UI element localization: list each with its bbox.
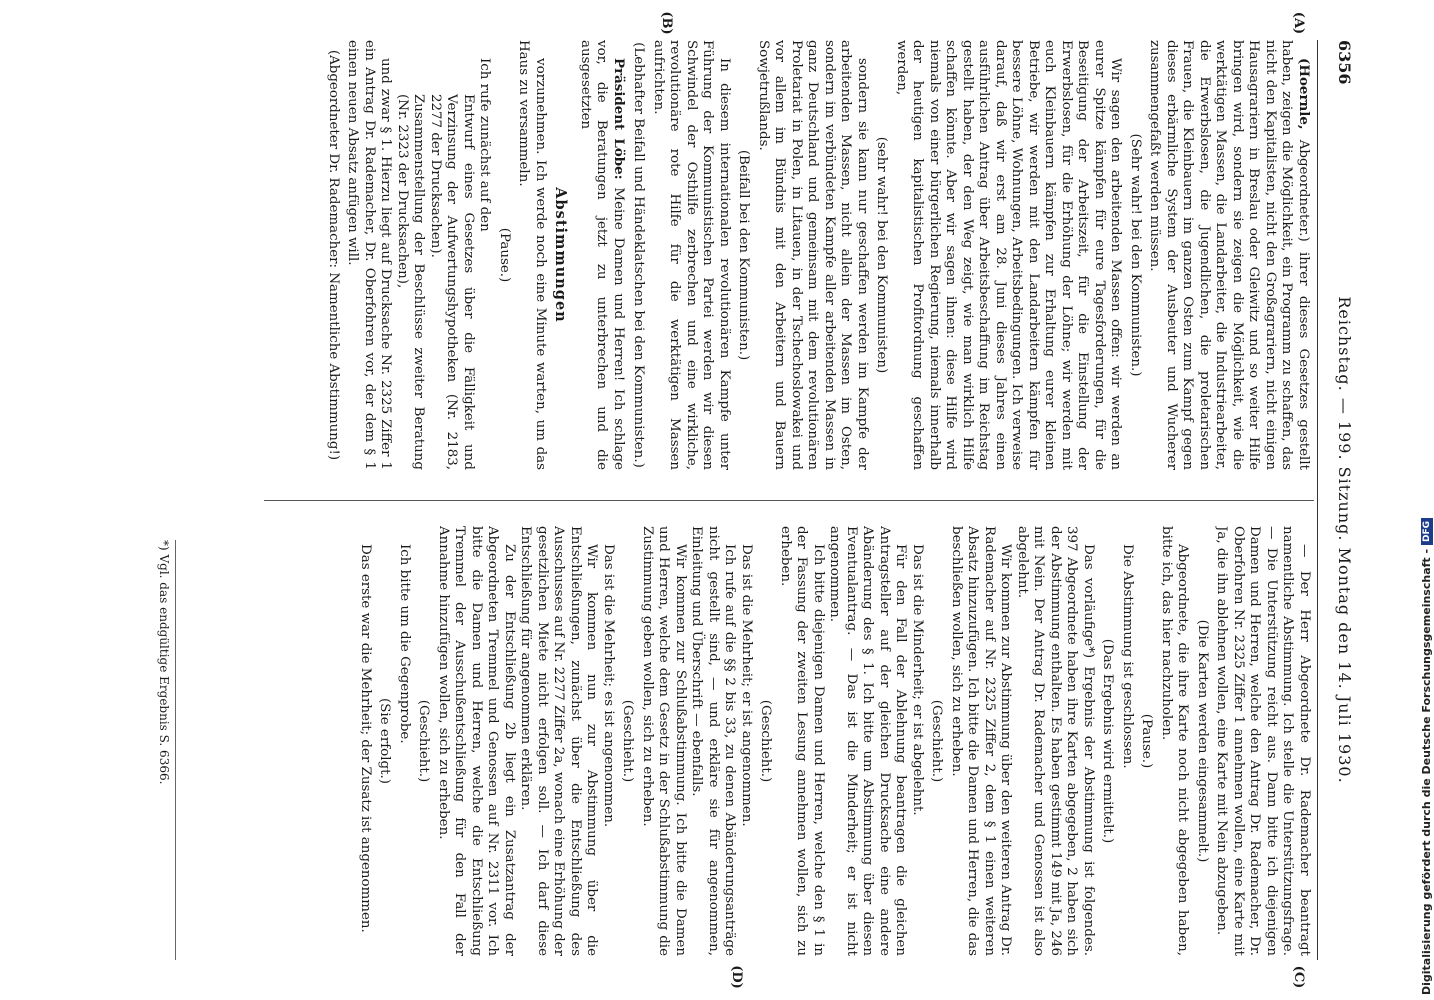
interjection: (sehr wahr! bei den Kommunisten) bbox=[874, 136, 890, 374]
paragraph: Abgeordnete, die ihre Karte noch nicht abgegeben haben, bitte ich, das hier nachzuholen. bbox=[1159, 526, 1191, 956]
paragraph: Das erste war die Mehrheit; der Zusatz ist angenommen. bbox=[358, 544, 373, 933]
speech-paragraph bbox=[577, 40, 628, 470]
paragraph: Das ist die Mehrheit; er ist angenommen. bbox=[739, 544, 754, 827]
paragraph: Ich rufe auf die §§ 2 bis 33, zu denen Abänderungsanträge nicht gestellt sind, — und erkläre sie für angenommen, Einleitung und Überschrift — ebenfalls. bbox=[689, 526, 738, 956]
interjection: (Sehr wahr! bei den Kommunisten.) bbox=[1128, 133, 1143, 377]
dfg-logo-icon: DFG bbox=[1421, 518, 1433, 545]
indented-item: Entwurf eines Gesetzes über die Fälligkeit und Verzinsung der Aufwertungshypotheken (Nr. 2183, 2277 der Drucksachen). bbox=[428, 94, 476, 470]
paragraph: Das vorläufige*) Ergebnis der Abstimmung ist folgendes. 397 Abgeordnete haben ihre Karten abgegeben, 2 haben sich der Abstimmung enthalten. Es haben gestimmt 149 mit Ja, 246 mit Nein. Der Antrag Dr. Rademacher und Genossen ist also abgelehnt. bbox=[1015, 526, 1096, 956]
digitization-text: Digitalisierung gefördert durch die Deutsche Forschungsgemeinschaft - bbox=[1420, 548, 1433, 995]
margin-marker-c: (C) bbox=[1291, 965, 1306, 989]
speech-paragraph bbox=[1146, 40, 1312, 470]
paragraph: Für den Fall der Ablehnung beantragen die gleichen Antragsteller auf der gleichen Drucksache eine andere Abänderung des § 1. Ich bitte um Abstimmung über diesen Eventualantrag. — Das ist die Minderheit; er ist nicht angenommen. bbox=[827, 526, 909, 956]
speaker-role: Abgeordneter.) bbox=[1296, 129, 1311, 242]
interjection: (Geschieht.) bbox=[416, 699, 432, 783]
paragraph: Die Abstimmung ist geschlossen. bbox=[1120, 544, 1135, 769]
interjection: (Pause.) bbox=[1139, 713, 1155, 769]
paragraph: Wir kommen zur Abstimmung über den weiteren Antrag Dr. Rademacher auf Nr. 2325 Ziffer 2, dem § 1 einen weiteren Absatz hinzuzufügen. Ich bitte die Damen und Herren, die das beschließen wollen, sich zu erheben. bbox=[949, 526, 1014, 956]
paragraph: vorzunehmen. Ich werde noch eine Minute warten, um das Haus zu versammeln. bbox=[516, 40, 548, 470]
header-rule bbox=[1317, 40, 1318, 960]
interjection: (Geschieht.) bbox=[620, 699, 636, 783]
left-column bbox=[142, 40, 1312, 470]
interjection: (Geschieht.) bbox=[929, 699, 945, 783]
footnote: *) Vgl. das endgültige Ergebnis S. 6366. bbox=[157, 540, 176, 960]
speaker-name: Präsident Löbe: bbox=[611, 58, 627, 180]
column-rule bbox=[264, 500, 1314, 501]
paragraph: Zu der Entschließung 2b liegt ein Zusatzantrag der Abgeordneten Tremmel und Genossen auf Nr. 2311 vor. Ich bitte die Damen und Herren, welche die Entschließung Tremmel der Ausschußentschließung für den Fall der Annahme hinzufügen wollen, sich zu erheben. bbox=[436, 526, 517, 956]
margin-marker-d: (D) bbox=[729, 965, 744, 989]
paragraph: Das ist die Minderheit; er ist abgelehnt. bbox=[910, 544, 925, 816]
speech-text: ihrer dieses Gesetzes gestellt haben, zeigen die Möglichkeit, ein Programm zu schaffen, das nicht den Kapitalisten, nicht den Großagrariern, nicht einigen Hausagrariern in Breslau oder Gleiwitz und so weiter Hilfe bringen wird, sondern sie zeigen die Möglichkeit, wie die werktätigen Massen, die Landarbeiter, die Industriearbeiter, die Erwerbslosen, die Jugendlichen, die proletarischen Frauen, die Kleinbauern im ganzen Osten zum Kampf gegen dieses erbärmliche System der Ausbeuter und Wucherer zusammengefaßt werden müssen. bbox=[1147, 40, 1311, 470]
paragraph: Das ist die Mehrheit; es ist angenommen. bbox=[601, 544, 616, 828]
page-number: 6356 bbox=[1335, 40, 1354, 85]
paragraph: sondern sie kann nur geschaffen werden im Kampfe der arbeitenden Massen, nicht allein der Massen im Osten, sondern im verbündeten Kampfe aller arbeitenden Massen in ganz Deutschland und gemeinsam mit dem revolutionären Proletariat in Polen, in Litauen, in der Tschechoslowakei und vor allem im Bündnis mit den Arbeitern und Bauern Sowjetrußlands. bbox=[756, 40, 870, 470]
paragraph: — Der Herr Abgeordnete Dr. Rademacher beantragt namentliche Abstimmung. Ich stelle die Unterstützungsfrage. — Die Unterstützung reicht aus. Dann bitte ich diejenigen Damen und Herren, welche den Antrag Dr. Rademacher, Dr. Oberfohren Nr. 2325 Ziffer 1 annehmen wollen, eine Karte mit Ja, die ihn ablehnen wollen, eine Karte mit Nein abzugeben. bbox=[1214, 526, 1312, 956]
interjection: (Beifall bei den Kommunisten.) bbox=[736, 149, 752, 361]
interjection: (Geschieht.) bbox=[758, 699, 774, 783]
interjection: (Das Ergebnis wird ermittelt.) bbox=[1100, 638, 1116, 844]
paragraph: Ich bitte diejenigen Damen und Herren, welche den § 1 in der Fassung der zweiten Lesung annehmen wollen, sich zu erheben. bbox=[778, 526, 826, 956]
interjection: (Sie erfolgt.) bbox=[377, 698, 393, 784]
indented-item: Zusammenstellung der Beschlüsse zweiter Beratung (Nr. 2323 der Drucksachen), bbox=[395, 94, 427, 470]
paragraph: In diesem internationalen revolutionären Kampfe unter Führung der Kommunistischen Partei werden wir diesen Schwindel der Osthilfe zerbrechen und eine wirkliche, revolutionäre rote Hilfe für die werktätigen Massen aufrichten. bbox=[651, 40, 732, 470]
paragraph: Wir kommen nun zur Abstimmung über die Entschließungen, zunächst über die Entschließung des Ausschusses auf Nr. 2277 Ziffer 2a, wonach eine Erhöhung der gesetzlichen Miete nicht erfolgen soll. — Ich darf diese Entschließung für angenommen erklären. bbox=[518, 526, 600, 956]
interjection: (Abgeordneter Dr. Rademacher: Namentliche Abstimmung!) bbox=[326, 49, 341, 461]
interjection: (Die Karten werden eingesammelt.) bbox=[1195, 619, 1210, 863]
paragraph: Ich rufe zunächst auf den bbox=[477, 58, 493, 232]
interjection: (Pause.) bbox=[497, 227, 512, 283]
margin-marker-b: (B) bbox=[659, 11, 674, 35]
speaker-name: (Hoernle, bbox=[1296, 58, 1312, 130]
interjection: (Lebhafter Beifall und Händeklatschen bei den Kommunisten.) bbox=[631, 42, 647, 468]
section-heading: Abstimmungen bbox=[552, 187, 570, 323]
paragraph: und zwar § 1. Hierzu liegt auf Drucksache Nr. 2325 Ziffer 1 ein Antrag Dr. Rademacher, Dr. Oberfohren vor, der dem § 1 einen neuen Absatz anfügen will. bbox=[345, 40, 394, 470]
speech-text: Meine Damen und Herren! Ich schlage vor, die Beratungen jetzt zu unterbrechen und die ausgesetzten bbox=[578, 40, 626, 470]
page-header bbox=[1314, 40, 1354, 960]
paragraph: Wir sagen den arbeitenden Massen offen: wir werden an eurer Spitze kämpfen für eure Tagesforderungen, für die Beseitigung der Arbeitszeit, für die Einstellung der Erwerbslosen, für die Erhöhung der Löhne; wir werden mit euch Kleinbauern kämpfen zur Erhaltung eurer kleinen Betriebe, wir werden mit den Landarbeitern kämpfen für bessere Löhne, Wohnungen, Arbeitsbedingungen. Ich verweise darauf, daß wir erst am 28. Juni dieses Jahres einen ausführlichen Antrag über Arbeitsbeschaffung im Reichstag gestellt haben, der den Weg zeigt, wie man wirklich Hilfe schaffen könnte. Aber wir sagen ihnen: diese Hilfe wird niemals von einer bürgerlichen Regierung, niemals innerhalb der heutigen kapitalistischen Profitordnung geschaffen werden, bbox=[894, 40, 1124, 470]
right-column bbox=[142, 526, 1312, 956]
page-title: Reichstag. — 199. Sitzung. Montag den 14. Juli 1930. bbox=[1335, 296, 1354, 784]
margin-marker-a: (A) bbox=[1291, 11, 1306, 35]
paragraph: Wir kommen zur Schlußabstimmung. Ich bitte die Damen und Herren, welche dem Gesetz in der Schlußabstimmung die Zustimmung geben wollen, sich zu erheben. bbox=[640, 526, 688, 956]
paragraph: Ich bitte um die Gegenprobe. bbox=[397, 544, 412, 744]
